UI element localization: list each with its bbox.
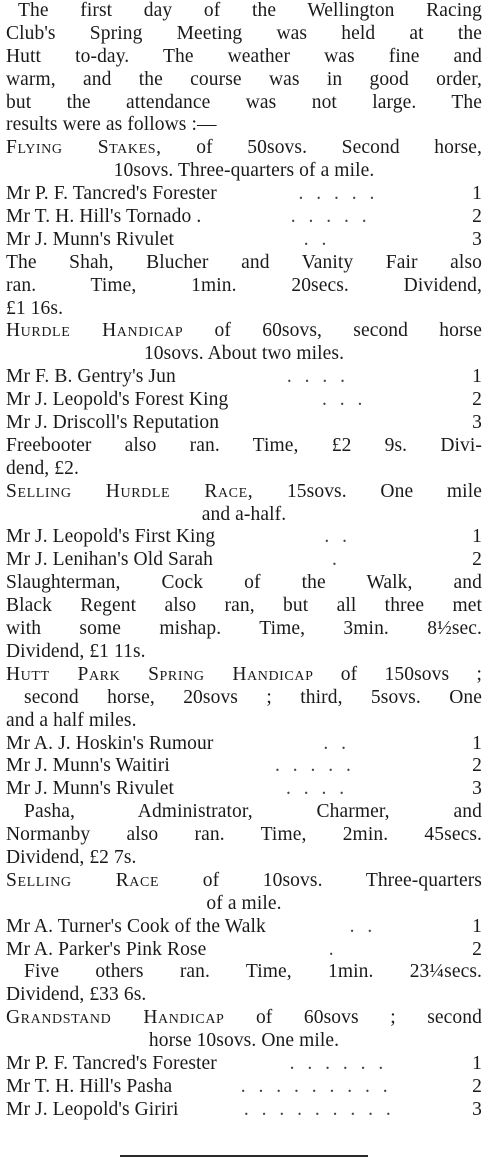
section-divider (120, 1155, 368, 1157)
horse-owner: Mr J. Driscoll's Reputation (6, 412, 220, 434)
leader-dots: . . . . . . . . . (240, 1075, 392, 1097)
race-description: 10sovs. About two miles. (143, 343, 345, 365)
result-row (6, 549, 482, 572)
horse-owner: Mr P. F. Tancred's Forester (6, 1052, 217, 1074)
placing: 2 (472, 755, 482, 777)
news-column (6, 0, 482, 1122)
leader-dots: . . . . . (298, 183, 379, 205)
race-heading (6, 137, 482, 160)
race-note: Dividend, £33 6s. (6, 984, 147, 1006)
race-heading (6, 1007, 482, 1030)
result-row (6, 733, 482, 756)
horse-owner: Mr J. Munn's Rivulet (6, 228, 175, 250)
result-row (6, 229, 482, 252)
horse-owner: Mr J. Leopold's First King (6, 526, 216, 548)
horse-owner: Mr F. B. Gentry's Jun (6, 366, 176, 388)
result-row (6, 389, 482, 412)
result-row (6, 412, 482, 435)
horse-owner: Mr A. Turner's Cook of the Walk (6, 915, 266, 937)
placing: 2 (472, 1075, 482, 1097)
leader-dots: . . (349, 915, 377, 937)
race-note: Black Regent also ran, but all three met (6, 595, 482, 617)
leader-dots: . . . . (285, 778, 349, 800)
result-row (6, 183, 482, 206)
horse-owner: Mr P. F. Tancred's Forester (6, 183, 217, 205)
race-description: and a half miles. (6, 709, 137, 731)
result-row (6, 778, 482, 801)
leader-dots: . . (323, 732, 351, 754)
race-title: Grandstand Handicap (6, 1007, 225, 1029)
leader-dots: . (328, 938, 338, 960)
intro-line: warm, and the course was in good order, (6, 68, 482, 90)
leader-dots: . . . . . . . . . (243, 1098, 395, 1120)
horse-owner: Mr T. H. Hill's Pasha (6, 1075, 173, 1097)
leader-dots: . (332, 549, 341, 571)
result-row (6, 1099, 482, 1122)
race-title: Hurdle Handicap (6, 320, 184, 342)
placing: 3 (472, 228, 482, 250)
race-note: Dividend, £1 11s. (6, 640, 146, 662)
race-note: dend, £2. (6, 457, 79, 479)
placing: 2 (472, 938, 482, 960)
race-note: ran. Time, 1min. 20secs. Dividend, (6, 274, 482, 296)
race-description: and a-half. (201, 503, 287, 525)
result-row (6, 939, 482, 962)
placing: 2 (472, 389, 482, 411)
intro-line: results were as follows :— (6, 114, 217, 136)
race-note: Five others ran. Time, 1min. 23¼secs. (24, 961, 482, 983)
race-note: Slaughterman, Cock of the Walk, and (6, 572, 482, 594)
leader-dots: . . . . . . (289, 1052, 388, 1074)
race-title: Selling Hurdle Race, (6, 480, 254, 502)
race-note: Dividend, £2 7s. (6, 846, 137, 868)
result-row (6, 916, 482, 939)
leader-dots: . . (303, 228, 331, 250)
race-description: of 150sovs ; (340, 663, 482, 685)
race-note: with some mishap. Time, 3min. 8½sec. (6, 618, 482, 640)
placing: 3 (472, 778, 482, 800)
race-description: second horse, 20sovs ; third, 5sovs. One (24, 686, 482, 708)
horse-owner: Mr J. Leopold's Giriri (6, 1098, 179, 1120)
race-heading (6, 481, 482, 504)
result-row (6, 755, 482, 778)
placing: 1 (472, 1052, 482, 1074)
result-row (6, 1076, 482, 1099)
horse-owner: Mr J. Leopold's Forest King (6, 389, 229, 411)
placing: 3 (472, 1098, 482, 1120)
race-heading (6, 664, 482, 687)
race-description: of a mile. (206, 892, 282, 914)
result-row (6, 1053, 482, 1076)
race-description: of 10sovs. Three-quarters (202, 869, 482, 891)
race-note: Normanby also ran. Time, 2min. 45secs. (6, 824, 482, 846)
horse-owner: Mr T. H. Hill's Tornado . (6, 206, 202, 228)
race-note: £1 16s. (6, 297, 64, 319)
intro-line: Club's Spring Meeting was held at the (6, 22, 482, 44)
horse-owner: Mr A. J. Hoskin's Rumour (6, 732, 214, 754)
placing: 2 (472, 549, 482, 571)
intro-line: The first day of the Wellington Racing (18, 0, 482, 21)
placing: 2 (472, 206, 482, 228)
race-description: of 60sovs, second horse (214, 320, 483, 342)
leader-dots: . . . . (286, 366, 349, 388)
leader-dots: . . . . . (290, 206, 371, 228)
horse-owner: Mr A. Parker's Pink Rose (6, 938, 207, 960)
race-description: 10sovs. Three-quarters of a mile. (113, 160, 375, 182)
placing: 1 (472, 526, 482, 548)
race-note: The Shah, Blucher and Vanity Fair also (6, 251, 482, 273)
placing: 1 (472, 732, 482, 754)
placing: 1 (472, 915, 482, 937)
race-description: horse 10sovs. One mile. (148, 1030, 340, 1052)
race-title: Flying Stakes, (6, 137, 162, 159)
race-heading (6, 320, 482, 343)
race-title: Hutt Park Spring Handicap (6, 663, 314, 685)
race-heading (6, 870, 482, 893)
horse-owner: Mr J. Munn's Waitiri (6, 755, 170, 777)
race-note: Pasha, Administrator, Charmer, and (24, 801, 482, 823)
placing: 1 (472, 366, 482, 388)
horse-owner: Mr J. Lenihan's Old Sarah (6, 549, 213, 571)
intro-line: Hutt to-day. The weather was fine and (6, 45, 482, 67)
race-description: of 50sovs. Second horse, (196, 137, 483, 159)
race-title: Selling Race (6, 869, 160, 891)
race-description: of 60sovs ; second (255, 1007, 482, 1029)
race-description: 15sovs. One mile (286, 480, 482, 502)
race-note: Freebooter also ran. Time, £2 9s. Divi- (6, 434, 482, 456)
result-row (6, 206, 482, 229)
leader-dots: . . (324, 526, 351, 548)
leader-dots (219, 412, 460, 435)
result-row (6, 366, 482, 389)
horse-owner: Mr J. Munn's Rivulet (6, 778, 175, 800)
placing: 1 (472, 183, 482, 205)
placing: 3 (472, 412, 482, 434)
intro-line: but the attendance was not large. The (6, 91, 482, 113)
leader-dots: . . . . . (275, 755, 355, 777)
leader-dots: . . . (321, 389, 367, 411)
result-row (6, 526, 482, 549)
